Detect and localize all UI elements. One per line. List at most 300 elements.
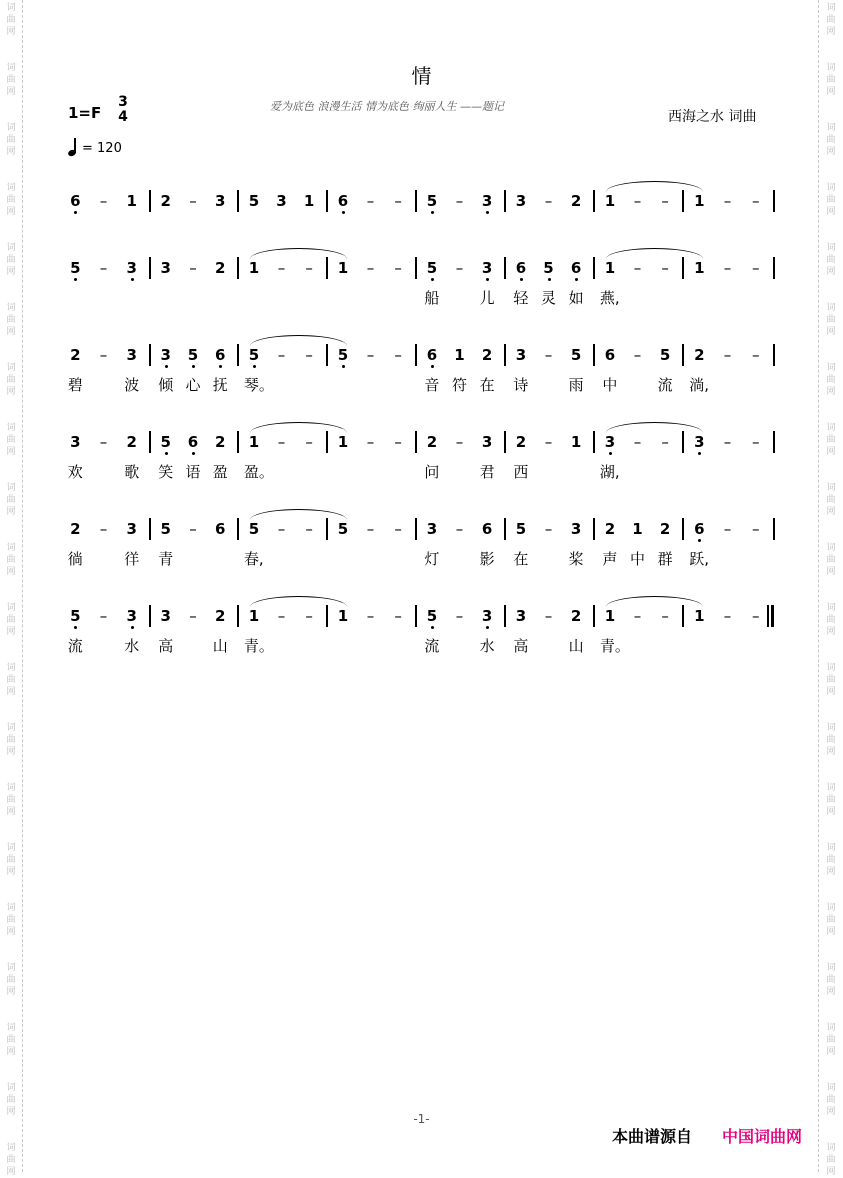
lyric-syllable: 流 <box>67 637 83 655</box>
note: 2 <box>215 607 226 625</box>
barline <box>237 518 239 540</box>
barline <box>504 190 506 212</box>
meter-top: 3 <box>118 94 128 110</box>
note: 1 <box>303 192 315 210</box>
octave-dot-low <box>431 626 434 629</box>
barline <box>504 257 506 279</box>
note: 5 <box>426 259 438 277</box>
watermark-text: 词 曲 网 <box>826 183 836 217</box>
duration-dash: – <box>633 192 642 210</box>
barline <box>237 257 239 279</box>
duration-dash: – <box>366 259 375 277</box>
note: 3 <box>515 607 527 625</box>
duration-dash: – <box>99 192 108 210</box>
watermark-text: 词 曲 网 <box>6 3 16 37</box>
note: 2 <box>215 433 226 451</box>
note: 3 <box>515 192 527 210</box>
note: 3 <box>126 259 137 277</box>
note: 2 <box>126 433 137 451</box>
lyric-syllable: 青。 <box>243 637 274 655</box>
lyric-syllable: 琴。 <box>243 376 274 394</box>
octave-dot-low <box>486 626 489 629</box>
barline <box>326 518 328 540</box>
barline <box>415 605 417 627</box>
note: 1 <box>454 346 465 364</box>
note: 3 <box>481 607 493 625</box>
lyric-syllable: 音 <box>424 376 440 394</box>
note: 1 <box>337 607 349 625</box>
lyric-syllable: 盈。 <box>243 463 274 481</box>
note: 1 <box>694 259 705 277</box>
epigraph: 爱为底色 浪漫生活 情为底色 绚丽人生 ——题记 <box>270 100 504 113</box>
note: 3 <box>126 607 137 625</box>
note: 3 <box>160 346 171 364</box>
watermark-text: 词 曲 网 <box>826 1083 836 1117</box>
duration-dash: – <box>723 192 732 210</box>
lyric-syllable: 影 <box>479 550 495 568</box>
barline <box>237 431 239 453</box>
barline <box>326 431 328 453</box>
watermark-text: 词 曲 网 <box>826 423 836 457</box>
duration-dash: – <box>394 346 402 364</box>
barline <box>149 257 151 279</box>
note: 5 <box>337 346 349 364</box>
lyric-syllable: 儿 <box>479 289 495 307</box>
duration-dash: – <box>633 607 642 625</box>
barline <box>593 605 595 627</box>
note: 6 <box>337 192 349 210</box>
barline <box>326 257 328 279</box>
duration-dash: – <box>723 346 732 364</box>
duration-dash: – <box>99 346 108 364</box>
tie-arc <box>606 181 703 192</box>
tie-arc <box>250 335 347 346</box>
duration-dash: – <box>751 607 760 625</box>
lyric-syllable: 流 <box>657 376 673 394</box>
lyric-syllable: 符 <box>451 376 467 394</box>
octave-dot-low <box>548 278 551 281</box>
note: 6 <box>694 520 705 538</box>
lyric-syllable: 波 <box>124 376 140 394</box>
note: 1 <box>604 607 616 625</box>
note: 5 <box>70 259 81 277</box>
duration-dash: – <box>189 520 197 538</box>
barline <box>415 431 417 453</box>
barline <box>326 190 328 212</box>
barline <box>773 344 775 366</box>
duration-dash: – <box>99 607 108 625</box>
lyric-syllable: 歌 <box>124 463 140 481</box>
octave-dot-low <box>342 365 345 368</box>
octave-dot-low <box>575 278 578 281</box>
lyric-syllable: 青。 <box>599 637 630 655</box>
lyric-syllable: 轻 <box>513 289 529 307</box>
barline <box>415 344 417 366</box>
duration-dash: – <box>189 607 197 625</box>
lyric-syllable: 水 <box>479 637 495 655</box>
note: 3 <box>160 259 171 277</box>
barline <box>149 605 151 627</box>
tie-arc <box>606 248 703 259</box>
note: 5 <box>659 346 671 364</box>
octave-dot-low <box>131 626 134 629</box>
lyric-syllable: 山 <box>212 637 228 655</box>
note: 2 <box>70 346 81 364</box>
watermark-text: 词 曲 网 <box>826 1023 836 1057</box>
watermark-text: 词 曲 网 <box>6 723 16 757</box>
lyric-syllable: 盈 <box>212 463 228 481</box>
octave-dot-low <box>192 365 195 368</box>
watermark-text: 词 曲 网 <box>826 843 836 877</box>
tie-arc <box>606 596 703 607</box>
barline <box>682 257 684 279</box>
lyric-syllable: 声 <box>602 550 618 568</box>
barline <box>237 344 239 366</box>
credit: 西海之水 词曲 <box>668 109 757 125</box>
duration-dash: – <box>455 259 464 277</box>
octave-dot-low <box>609 452 612 455</box>
duration-dash: – <box>633 346 642 364</box>
duration-dash: – <box>455 607 464 625</box>
meter-bottom: 4 <box>118 109 128 125</box>
note: 6 <box>187 433 199 451</box>
duration-dash: – <box>455 433 464 451</box>
barline <box>415 190 417 212</box>
octave-dot-low <box>74 211 77 214</box>
watermark-text: 词 曲 网 <box>6 663 16 697</box>
duration-dash: – <box>366 192 375 210</box>
lyric-syllable: 水 <box>124 637 140 655</box>
duration-dash: – <box>544 192 553 210</box>
duration-dash: – <box>751 259 760 277</box>
note: 5 <box>515 520 527 538</box>
lyric-syllable: 淌, <box>689 376 710 394</box>
duration-dash: – <box>394 259 402 277</box>
duration-dash: – <box>277 346 286 364</box>
duration-dash: – <box>661 607 669 625</box>
lyric-syllable: 笑 <box>158 463 174 481</box>
watermark-text: 词 曲 网 <box>826 123 836 157</box>
barline <box>415 518 417 540</box>
lyric-syllable: 桨 <box>568 550 584 568</box>
tie-arc <box>250 596 347 607</box>
duration-dash: – <box>305 520 313 538</box>
lyric-syllable: 欢 <box>67 463 83 481</box>
octave-dot-low <box>253 365 256 368</box>
octave-dot-low <box>698 452 701 455</box>
duration-dash: – <box>633 433 642 451</box>
note: 1 <box>248 607 260 625</box>
barline <box>773 431 775 453</box>
note: 6 <box>426 346 438 364</box>
note: 2 <box>604 520 616 538</box>
note: 6 <box>215 346 226 364</box>
lyric-syllable: 心 <box>185 376 201 394</box>
octave-dot-low <box>74 626 77 629</box>
watermark-text: 词 曲 网 <box>6 843 16 877</box>
watermark-text: 词 曲 网 <box>826 303 836 337</box>
octave-dot-low <box>520 278 523 281</box>
duration-dash: – <box>723 520 732 538</box>
note: 3 <box>481 433 493 451</box>
lyric-syllable: 高 <box>158 637 174 655</box>
lyric-syllable: 碧 <box>67 376 83 394</box>
barline <box>504 431 506 453</box>
barline <box>682 344 684 366</box>
note: 3 <box>481 259 493 277</box>
note: 1 <box>126 192 137 210</box>
duration-dash: – <box>455 520 464 538</box>
octave-dot-low <box>486 211 489 214</box>
final-barline-thin <box>767 605 769 627</box>
watermark-text: 词 曲 网 <box>6 183 16 217</box>
octave-dot-low <box>165 365 168 368</box>
duration-dash: – <box>751 192 760 210</box>
note: 3 <box>481 192 493 210</box>
watermark-text: 词 曲 网 <box>826 243 836 277</box>
lyric-syllable: 西 <box>513 463 529 481</box>
lyric-syllable: 中 <box>602 376 618 394</box>
duration-dash: – <box>366 433 375 451</box>
duration-dash: – <box>277 259 286 277</box>
barline <box>149 431 151 453</box>
duration-dash: – <box>305 346 313 364</box>
note: 2 <box>694 346 705 364</box>
lyric-syllable: 如 <box>568 289 584 307</box>
lyric-syllable: 雨 <box>568 376 584 394</box>
note: 2 <box>160 192 171 210</box>
note: 5 <box>426 192 438 210</box>
key-signature: 1=F <box>68 104 102 122</box>
octave-dot-low <box>192 452 195 455</box>
barline <box>593 431 595 453</box>
duration-dash: – <box>366 520 375 538</box>
note: 2 <box>481 346 493 364</box>
lyric-syllable: 跃, <box>689 550 710 568</box>
note: 1 <box>570 433 582 451</box>
duration-dash: – <box>277 607 286 625</box>
duration-dash: – <box>661 192 669 210</box>
note: 1 <box>632 520 643 538</box>
watermark-text: 词 曲 网 <box>6 963 16 997</box>
duration-dash: – <box>544 520 553 538</box>
duration-dash: – <box>633 259 642 277</box>
watermark-text: 词 曲 网 <box>6 543 16 577</box>
note: 5 <box>187 346 199 364</box>
tie-arc <box>606 422 703 433</box>
note: 3 <box>70 433 81 451</box>
note: 2 <box>426 433 438 451</box>
watermark-text: 词 曲 网 <box>826 663 836 697</box>
barline <box>504 344 506 366</box>
watermark-text: 词 曲 网 <box>826 363 836 397</box>
duration-dash: – <box>305 433 313 451</box>
lyric-syllable: 在 <box>479 376 495 394</box>
duration-dash: – <box>394 192 402 210</box>
duration-dash: – <box>277 433 286 451</box>
note: 5 <box>160 433 171 451</box>
site-link[interactable]: 中国词曲网 <box>722 1127 803 1146</box>
lyric-syllable: 流 <box>424 637 440 655</box>
barline <box>326 605 328 627</box>
barline <box>682 518 684 540</box>
duration-dash: – <box>723 259 732 277</box>
duration-dash: – <box>544 607 553 625</box>
lyric-syllable: 湖, <box>599 463 620 481</box>
octave-dot-low <box>74 278 77 281</box>
note: 3 <box>126 520 137 538</box>
note: 1 <box>694 607 705 625</box>
note: 2 <box>570 192 582 210</box>
duration-dash: – <box>99 259 108 277</box>
duration-dash: – <box>394 607 402 625</box>
note: 2 <box>70 520 81 538</box>
note: 1 <box>248 433 260 451</box>
lyric-syllable: 君 <box>479 463 495 481</box>
watermark-text: 词 曲 网 <box>6 603 16 637</box>
octave-dot-low <box>165 452 168 455</box>
barline <box>415 257 417 279</box>
note: 1 <box>337 433 349 451</box>
duration-dash: – <box>394 520 402 538</box>
barline <box>504 518 506 540</box>
watermark-text: 词 曲 网 <box>826 543 836 577</box>
barline <box>682 190 684 212</box>
duration-dash: – <box>544 433 553 451</box>
watermark-text: 词 曲 网 <box>826 1143 836 1177</box>
watermark-text: 词 曲 网 <box>826 963 836 997</box>
watermark-text: 词 曲 网 <box>6 1083 16 1117</box>
lyric-syllable: 灵 <box>540 289 556 307</box>
barline <box>593 344 595 366</box>
lyric-syllable: 中 <box>629 550 645 568</box>
note: 1 <box>337 259 349 277</box>
watermark-text: 词 曲 网 <box>826 783 836 817</box>
watermark-text: 词 曲 网 <box>6 1143 16 1177</box>
barline <box>773 257 775 279</box>
duration-dash: – <box>305 259 313 277</box>
note: 3 <box>126 346 137 364</box>
lyric-syllable: 山 <box>568 637 584 655</box>
page-number: -1- <box>413 1112 430 1126</box>
octave-dot-low <box>219 365 222 368</box>
note: 2 <box>215 259 226 277</box>
barline <box>773 518 775 540</box>
note: 6 <box>70 192 81 210</box>
duration-dash: – <box>723 433 732 451</box>
tie-arc <box>250 509 347 520</box>
note: 5 <box>248 346 260 364</box>
note: 3 <box>160 607 171 625</box>
barline <box>504 605 506 627</box>
watermark-text: 词 曲 网 <box>6 903 16 937</box>
tie-arc <box>250 248 347 259</box>
note: 3 <box>215 192 226 210</box>
octave-dot-low <box>342 211 345 214</box>
duration-dash: – <box>305 607 313 625</box>
note: 1 <box>604 259 616 277</box>
watermark-text: 词 曲 网 <box>6 303 16 337</box>
duration-dash: – <box>544 346 553 364</box>
barline <box>237 190 239 212</box>
watermark-text: 词 曲 网 <box>6 1023 16 1057</box>
note: 3 <box>570 520 582 538</box>
watermark-text: 词 曲 网 <box>6 783 16 817</box>
lyric-syllable: 倾 <box>158 376 174 394</box>
watermark-text: 词 曲 网 <box>6 423 16 457</box>
barline <box>682 431 684 453</box>
note: 6 <box>604 346 616 364</box>
lyric-syllable: 燕, <box>599 289 620 307</box>
watermark-text: 词 曲 网 <box>6 483 16 517</box>
lyric-syllable: 灯 <box>424 550 440 568</box>
note: 1 <box>248 259 260 277</box>
lyric-syllable: 徉 <box>124 550 140 568</box>
tempo-text: = 120 <box>82 141 122 156</box>
barline <box>149 518 151 540</box>
watermark-text: 词 曲 网 <box>6 123 16 157</box>
note: 6 <box>215 520 226 538</box>
lyric-syllable: 群 <box>657 550 673 568</box>
note: 6 <box>481 520 493 538</box>
barline <box>593 257 595 279</box>
note: 2 <box>659 520 671 538</box>
note: 5 <box>426 607 438 625</box>
watermark-text: 词 曲 网 <box>826 903 836 937</box>
lyric-syllable: 青 <box>158 550 174 568</box>
watermark-text: 词 曲 网 <box>6 363 16 397</box>
barline <box>326 344 328 366</box>
duration-dash: – <box>189 192 197 210</box>
note: 6 <box>570 259 582 277</box>
duration-dash: – <box>99 433 108 451</box>
lyric-syllable: 在 <box>513 550 529 568</box>
watermark-text: 词 曲 网 <box>826 3 836 37</box>
watermark-text: 词 曲 网 <box>826 483 836 517</box>
duration-dash: – <box>661 433 669 451</box>
note: 5 <box>570 346 582 364</box>
octave-dot-low <box>431 365 434 368</box>
duration-dash: – <box>455 192 464 210</box>
octave-dot-low <box>698 539 701 542</box>
lyric-syllable: 问 <box>424 463 440 481</box>
barline <box>593 518 595 540</box>
watermark-text: 词 曲 网 <box>826 723 836 757</box>
note: 2 <box>515 433 527 451</box>
octave-dot-low <box>431 211 434 214</box>
barline <box>237 605 239 627</box>
octave-dot-low <box>131 278 134 281</box>
duration-dash: – <box>99 520 108 538</box>
song-title: 情 <box>411 64 432 88</box>
note: 5 <box>543 259 554 277</box>
note: 1 <box>694 192 705 210</box>
duration-dash: – <box>394 433 402 451</box>
watermark-text: 词 曲 网 <box>826 63 836 97</box>
final-barline-thick <box>771 605 774 627</box>
watermark-text: 词 曲 网 <box>6 63 16 97</box>
duration-dash: – <box>366 346 375 364</box>
duration-dash: – <box>723 607 732 625</box>
note: 6 <box>515 259 527 277</box>
watermark-text: 词 曲 网 <box>6 243 16 277</box>
note: 3 <box>694 433 705 451</box>
note: 3 <box>604 433 616 451</box>
lyric-syllable: 语 <box>185 463 201 481</box>
duration-dash: – <box>751 520 760 538</box>
barline <box>149 344 151 366</box>
note: 5 <box>248 192 260 210</box>
